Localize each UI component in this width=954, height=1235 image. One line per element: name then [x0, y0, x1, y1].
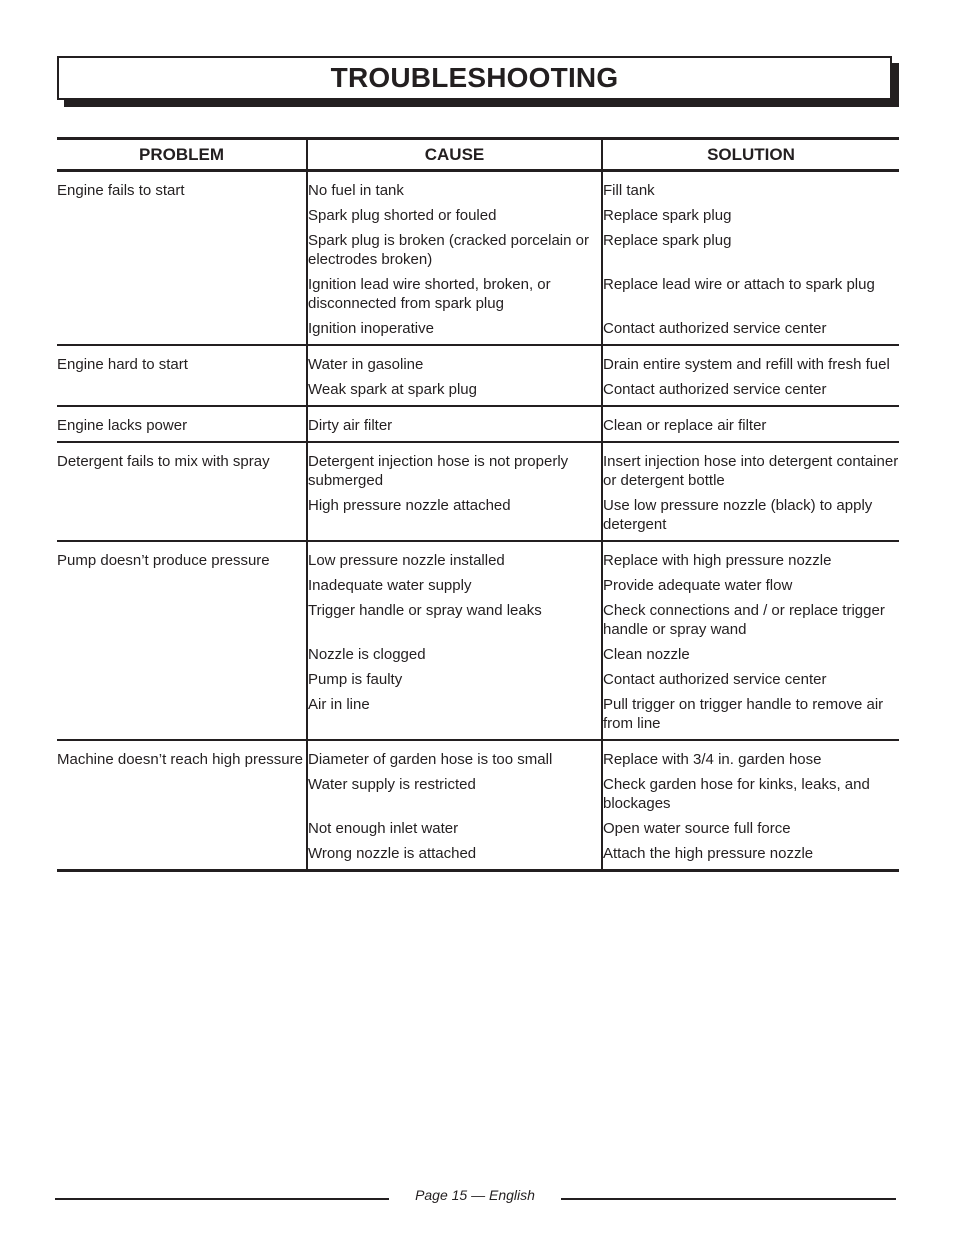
solution-text: Attach the high pressure nozzle: [603, 845, 814, 862]
solution-text: Provide adequate water flow: [603, 577, 793, 594]
header-solution: SOLUTION: [602, 139, 899, 171]
header-problem: PROBLEM: [57, 139, 307, 171]
footer-rule-left: [55, 1198, 389, 1200]
solution-text: Clean or replace air filter: [603, 417, 767, 434]
cause-text: Pump is faulty: [308, 671, 403, 688]
solution-text: Clean nozzle: [603, 646, 690, 663]
problem-cell: Engine hard to start: [57, 345, 307, 406]
solution-cell: [602, 406, 899, 442]
solution-cell: [602, 442, 899, 541]
cause-text: Dirty air filter: [308, 417, 393, 434]
solution-text: Contact authorized service center: [603, 381, 827, 398]
cause-text: No fuel in tank: [308, 182, 404, 199]
problem-cell: Detergent fails to mix with spray: [57, 442, 307, 541]
solution-text: Replace lead wire or attach to spark plug: [603, 276, 875, 293]
footer-rule-right: [561, 1198, 896, 1200]
solution-text: Contact authorized service center: [603, 320, 827, 337]
cause-cell: [307, 406, 602, 442]
cause-cell: [307, 740, 602, 871]
problem-cell: Engine fails to start: [57, 171, 307, 346]
solution-text: Replace with 3/4 in. garden hose: [603, 751, 822, 768]
cause-text: Inadequate water supply: [308, 577, 472, 594]
table-row: [57, 442, 899, 541]
footer-page-label: Page 15 — English: [415, 1187, 535, 1203]
solution-text: Fill tank: [603, 182, 655, 199]
table-row: [57, 406, 899, 442]
title-banner: [57, 56, 899, 107]
solution-text: Check garden hose for kinks, leaks, and blockages: [603, 776, 870, 812]
solution-cell: [602, 345, 899, 406]
solution-text: Replace with high pressure nozzle: [603, 552, 832, 569]
solution-cell: [602, 541, 899, 740]
cause-text: Low pressure nozzle installed: [308, 552, 505, 569]
cause-text: Spark plug is broken (cracked porcelain or electrodes broken): [308, 232, 589, 268]
page-title: TROUBLESHOOTING: [330, 62, 619, 93]
table-row: [57, 740, 899, 871]
cause-text: Spark plug shorted or fouled: [308, 207, 497, 224]
table-row: [57, 345, 899, 406]
cause-text: Weak spark at spark plug: [308, 381, 477, 398]
cause-text: Trigger handle or spray wand leaks: [308, 602, 542, 619]
cause-text: Wrong nozzle is attached: [308, 845, 477, 862]
table-body: [57, 171, 899, 871]
solution-text: Use low pressure nozzle (black) to apply detergent: [603, 497, 873, 533]
table-row: [57, 541, 899, 740]
cause-text: Nozzle is clogged: [308, 646, 426, 663]
cause-text: Diameter of garden hose is too small: [308, 751, 553, 768]
cause-text: Not enough inlet water: [308, 820, 459, 837]
solution-text: Drain entire system and refill with fresh fuel: [603, 356, 890, 373]
cause-cell: [307, 345, 602, 406]
cause-cell: [307, 171, 602, 346]
cause-cell: [307, 541, 602, 740]
cause-text: High pressure nozzle attached: [308, 497, 511, 514]
title-box: [57, 56, 892, 100]
solution-text: Insert injection hose into detergent container or detergent bottle: [603, 453, 899, 489]
problem-cell: Engine lacks power: [57, 406, 307, 442]
solution-text: Pull trigger on trigger handle to remove air from line: [603, 696, 884, 732]
cause-text: Ignition inoperative: [308, 320, 434, 337]
cause-text: Detergent injection hose is not properly submerged: [308, 453, 569, 489]
problem-cell: Pump doesn’t produce pressure: [57, 541, 307, 740]
solution-text: Replace spark plug: [603, 207, 732, 224]
solution-cell: [602, 171, 899, 346]
cause-text: Water in gasoline: [308, 356, 424, 373]
solution-text: Check connections and / or replace trigger handle or spray wand: [603, 602, 885, 638]
table-header-row: [57, 139, 899, 171]
solution-text: Open water source full force: [603, 820, 791, 837]
solution-text: Contact authorized service center: [603, 671, 827, 688]
page-footer: [55, 1187, 896, 1207]
cause-text: Ignition lead wire shorted, broken, or disconnected from spark plug: [308, 276, 551, 312]
table-row: [57, 171, 899, 346]
problem-cell: Machine doesn’t reach high pressure: [57, 740, 307, 871]
header-cause: CAUSE: [307, 139, 602, 171]
solution-cell: [602, 740, 899, 871]
troubleshooting-table: [57, 137, 899, 872]
solution-text: Replace spark plug: [603, 232, 732, 249]
cause-text: Water supply is restricted: [308, 776, 476, 793]
cause-cell: [307, 442, 602, 541]
cause-text: Air in line: [308, 696, 370, 713]
